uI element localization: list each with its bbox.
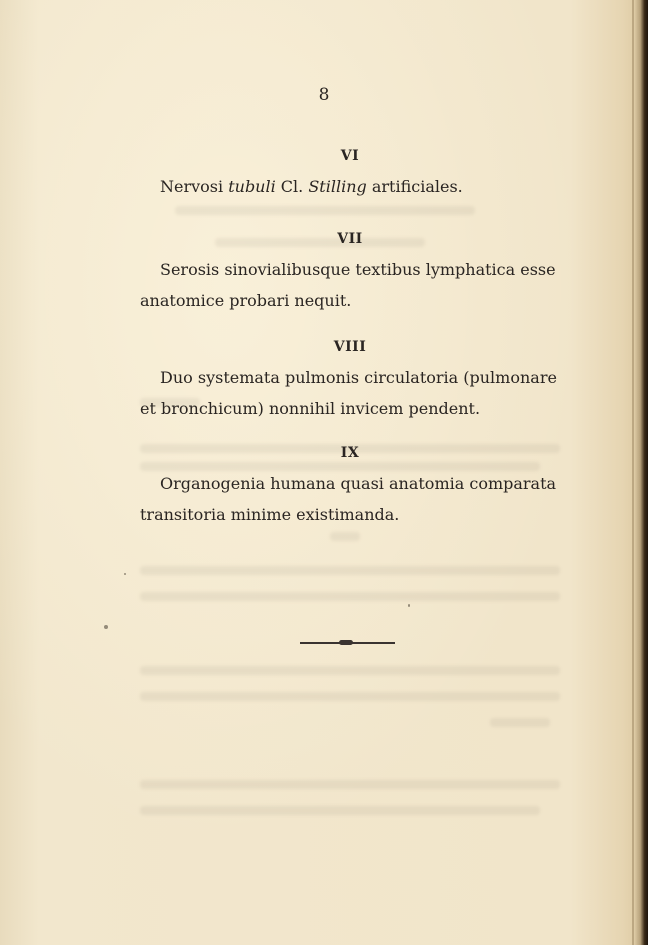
end-ornament-knot xyxy=(339,640,353,645)
ghost-line xyxy=(140,666,560,675)
thesis-viii-line: Duo systemata pulmonis circulatoria (pulmonare xyxy=(160,368,557,387)
thesis-vi-italic-run: tubuli xyxy=(228,177,276,196)
thesis-vi-run: artificiales. xyxy=(366,177,463,196)
thesis-vii-line: anatomice probari nequit. xyxy=(140,291,352,310)
thesis-ix-line: Organogenia humana quasi anatomia comparata xyxy=(160,474,557,493)
thesis-vi-run: Cl. xyxy=(275,177,309,196)
thesis-vii-text xyxy=(140,254,570,316)
paper-spot xyxy=(104,625,108,629)
thesis-ix-text xyxy=(140,468,570,530)
ghost-line xyxy=(140,566,560,575)
page-number: 8 xyxy=(318,85,330,105)
thesis-numeral-vii: VII xyxy=(337,231,363,247)
ghost-line xyxy=(140,692,560,701)
thesis-ix-line: transitoria minime existimanda. xyxy=(140,505,400,524)
thesis-vi-text xyxy=(140,171,590,202)
ghost-line xyxy=(140,806,540,815)
ghost-line xyxy=(175,206,475,215)
paper-spot xyxy=(408,604,410,607)
thesis-vii-line: Serosis sinovialibusque textibus lymphatica esse xyxy=(160,260,556,279)
ghost-line xyxy=(140,780,560,789)
thesis-vi-run: Nervosi xyxy=(160,177,229,196)
ghost-line xyxy=(490,718,550,727)
ghost-line xyxy=(140,592,560,601)
page-edge-shadow xyxy=(634,0,648,945)
ghost-line xyxy=(330,532,360,541)
thesis-vi-italic-run: Stilling xyxy=(308,177,367,196)
thesis-viii-line: et bronchicum) nonnihil invicem pendent. xyxy=(140,399,481,418)
thesis-numeral-ix: IX xyxy=(340,445,360,461)
thesis-viii-text xyxy=(140,362,570,424)
thesis-numeral-viii: VIII xyxy=(333,339,367,355)
paper-spot xyxy=(124,573,126,575)
thesis-numeral-vi: VI xyxy=(340,148,360,164)
